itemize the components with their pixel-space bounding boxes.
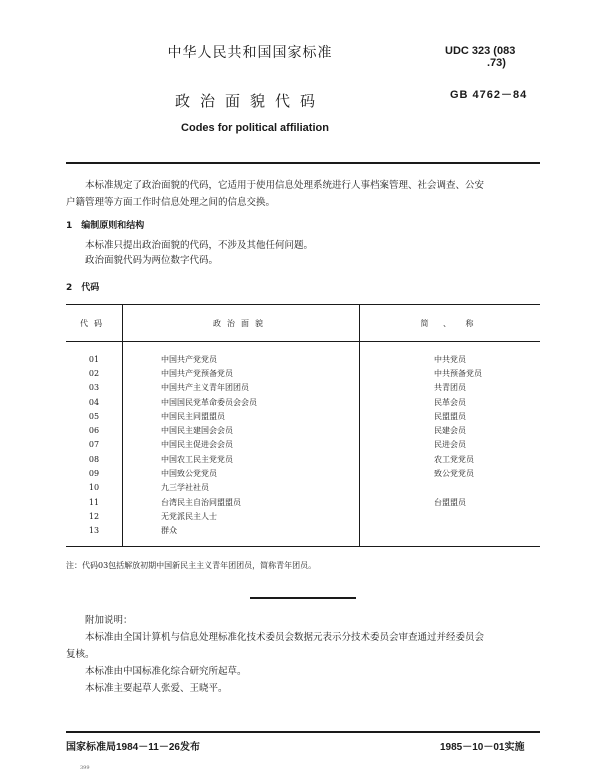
table-row [66, 342, 540, 367]
abbr-cell [360, 524, 541, 547]
abbr-cell: 民进会员 [434, 440, 466, 450]
abbr-cell: 中共预备党员 [434, 368, 482, 378]
table-row [66, 409, 540, 423]
name-cell: 中国国民党革命委员会会员 [123, 395, 360, 409]
table-note: 注：代码03包括解放初期中国新民主主义青年团团员，简称青年团员。 [66, 561, 317, 570]
abbr-cell: 农工党党员 [434, 454, 474, 464]
table-row [66, 438, 540, 452]
table-row [66, 524, 540, 547]
table-row [66, 395, 540, 409]
section-1-line-2: 政治面貌代码为两位数字代码。 [85, 255, 219, 266]
table-header-row [66, 305, 540, 342]
name-cell: 中国共产党党员 [123, 342, 360, 367]
abbr-cell: 民革会员 [434, 397, 466, 407]
name-cell: 中国民主促进会会员 [123, 438, 360, 452]
code-cell: 04 [66, 395, 123, 409]
gb-number: GB 4762－84 [450, 89, 528, 101]
code-cell: 07 [66, 438, 123, 452]
abbr-cell: 台盟盟员 [434, 497, 466, 507]
code-cell: 10 [66, 481, 123, 495]
abbr-cell: 民建会员 [434, 426, 466, 436]
name-cell: 中国致公党党员 [123, 466, 360, 480]
name-cell: 中国民主同盟盟员 [123, 409, 360, 423]
addendum-heading: 附加说明： [85, 615, 133, 626]
name-cell: 九三学社社员 [123, 481, 360, 495]
code-cell: 09 [66, 466, 123, 480]
section-1-line-1: 本标准只提出政治面貌的代码，不涉及其他任何问题。 [85, 240, 314, 251]
codes-table [66, 304, 540, 547]
name-cell: 中国民主建国会会员 [123, 423, 360, 437]
table-row [66, 452, 540, 466]
section-1-heading: 1 编制原则和结构 [66, 221, 145, 231]
table-row [66, 481, 540, 495]
addendum-line-3: 本标准由中国标准化综合研究所起草。 [85, 666, 247, 677]
table-row [66, 381, 540, 395]
title-chinese: 政治面貌代码 [174, 92, 325, 110]
code-cell: 03 [66, 381, 123, 395]
abbr-cell [360, 509, 541, 523]
code-cell: 08 [66, 452, 123, 466]
intro-line-1: 本标准规定了政治面貌的代码，它适用于使用信息处理系统进行人事档案管理、社会调查、公安 [85, 180, 485, 191]
intro-line-2: 户籍管理等方面工作时信息处理之间的信息交换。 [66, 197, 276, 208]
name-cell: 台湾民主自治同盟盟员 [123, 495, 360, 509]
code-cell: 05 [66, 409, 123, 423]
addendum-line-1: 本标准由全国计算机与信息处理标准化技术委员会数据元表示分技术委员会审查通过并经委员会 [85, 632, 485, 643]
section-1-body [85, 237, 313, 268]
abbr-cell: 致公党党员 [434, 469, 474, 479]
abbr-cell [360, 481, 541, 495]
table-row [66, 423, 540, 437]
udc-code [445, 45, 515, 69]
code-cell: 12 [66, 509, 123, 523]
abbr-cell: 民盟盟员 [434, 411, 466, 421]
table-row [66, 466, 540, 480]
abbr-cell: 中共党员 [434, 354, 466, 364]
code-cell: 13 [66, 524, 123, 547]
name-cell: 中国农工民主党党员 [123, 452, 360, 466]
page-mark: 399 [80, 765, 90, 771]
name-cell: 中国共产党预备党员 [123, 366, 360, 380]
code-cell: 11 [66, 495, 123, 509]
footer-rule [66, 731, 540, 733]
name-cell: 无党派民主人士 [123, 509, 360, 523]
addendum-line-2: 复核。 [66, 649, 95, 660]
issue-date: 国家标准局1984－11－26发布 [66, 742, 200, 753]
effective-date: 1985－10－01实施 [440, 742, 525, 753]
abbr-cell: 共青团员 [434, 383, 466, 393]
name-cell: 群众 [123, 524, 360, 547]
code-cell: 06 [66, 423, 123, 437]
code-cell: 02 [66, 366, 123, 380]
table-row [66, 509, 540, 523]
header-abbr: 简 、 称 [360, 305, 541, 342]
section-2-heading: 2 代码 [66, 283, 100, 293]
name-cell: 中国共产主义青年团团员 [123, 381, 360, 395]
addendum [66, 612, 548, 697]
udc-line-2: .73) [487, 57, 506, 69]
header-code: 代码 [66, 305, 123, 342]
intro-paragraph [66, 177, 546, 211]
addendum-line-4: 本标准主要起草人张爱、王晓平。 [85, 683, 228, 694]
code-cell: 01 [66, 342, 123, 367]
divider-rule [250, 597, 356, 599]
title-english: Codes for political affiliation [181, 122, 329, 134]
udc-line-1: UDC 323 (083 [445, 45, 516, 57]
standard-name: 中华人民共和国国家标准 [167, 45, 333, 61]
header-rule [66, 162, 540, 164]
table-row [66, 495, 540, 509]
table-row [66, 366, 540, 380]
header-name: 政治面貌 [123, 305, 360, 342]
